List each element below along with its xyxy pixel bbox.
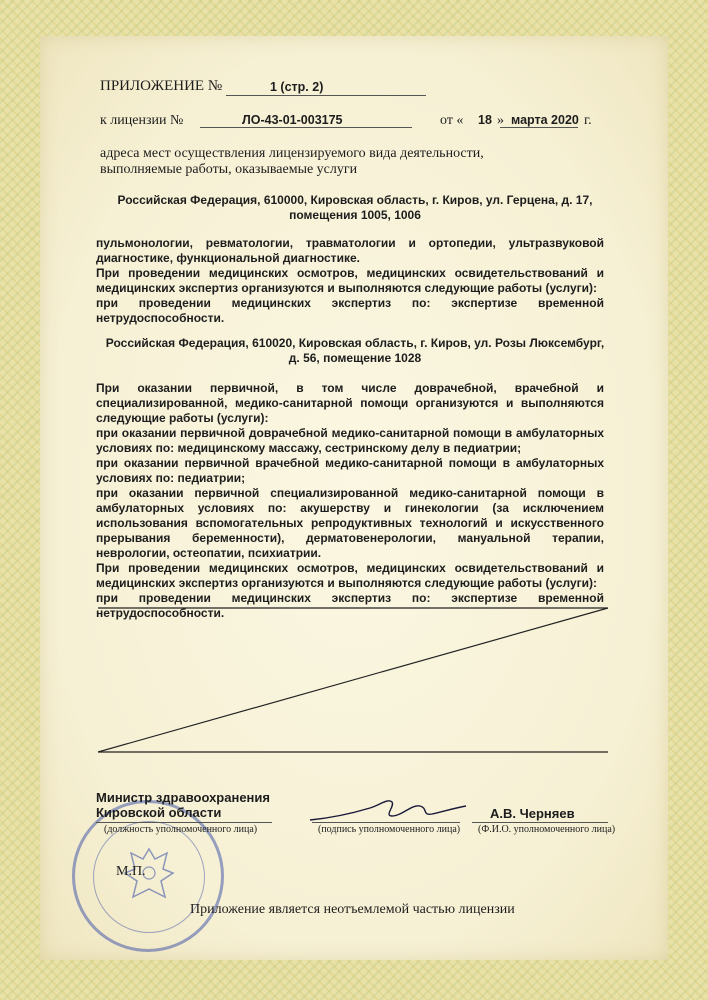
signatory-position — [96, 790, 270, 820]
block-2-paragraph: при проведении медицинских экспертиз по: экспертизе временной нетрудоспособности. — [96, 591, 604, 620]
position-line-1: Министр здравоохранения — [96, 790, 270, 805]
license-label: к лицензии № — [100, 113, 184, 128]
address-2-line1: Российская Федерация, 610020, Кировская область, г. Киров, ул. Розы Люксембург, — [105, 336, 605, 350]
license-month-year: марта 2020 — [511, 113, 579, 127]
date-year-suffix: г. — [584, 113, 592, 128]
license-number: ЛО-43-01-003175 — [242, 113, 343, 127]
appendix-label: ПРИЛОЖЕНИЕ № — [100, 78, 223, 94]
footer-note: Приложение является неотъемлемой частью лицензии — [190, 902, 515, 917]
position-line-2: Кировской области — [96, 805, 222, 820]
signature-caption: (подпись уполномоченного лица) — [318, 824, 461, 835]
signatory-name: А.В. Черняев — [490, 806, 575, 821]
section-title: адреса мест осуществления лицензируемого вида деятельности, выполняемые работы, оказываемые услуги — [100, 146, 484, 177]
strike-diagonal-line — [98, 608, 608, 752]
block-2-paragraph: При оказании первичной, в том числе доврачебной, врачебной и специализированной, медико-санитарной помощи организуются и выполняются следующие работы (услуги): — [96, 381, 604, 425]
address-1-line1: Российская Федерация, 610000, Кировская область, г. Киров, ул. Герцена, д. 17, — [117, 193, 593, 207]
block-2-paragraph: При проведении медицинских осмотров, медицинских освидетельствований и медицинских экспертиз организуются и выполняются следующие работы (услуги): — [96, 561, 604, 590]
block-1-paragraph: пульмонологии, ревматологии, травматологии и ортопедии, ультразвуковой диагностике, функциональной диагностике. — [96, 236, 604, 265]
stamp-place-label: М.П. — [116, 864, 146, 879]
block-2-paragraph: при оказании первичной врачебной медико-санитарной помощи в амбулаторных условиях по: педиатрии; — [96, 456, 604, 485]
name-underline — [472, 822, 608, 823]
address-1-line2: помещения 1005, 1006 — [289, 208, 421, 222]
appendix-number: 1 (стр. 2) — [270, 80, 324, 94]
position-caption: (должность уполномоченного лица) — [104, 824, 258, 835]
address-2-line2: д. 56, помещение 1028 — [288, 351, 422, 365]
date-close-quote: » — [497, 113, 504, 128]
license-day: 18 — [478, 113, 492, 127]
position-underline — [96, 822, 272, 823]
signature-underline — [312, 822, 460, 823]
name-caption: (Ф.И.О. уполномоченного лица) — [478, 824, 616, 835]
block-1-paragraph: При проведении медицинских осмотров, медицинских освидетельствований и медицинских экспертиз организуются и выполняются следующие работы (услуги): — [96, 266, 604, 295]
block-2-paragraph: при оказании первичной доврачебной медико-санитарной помощи в амбулаторных условиях по: медицинскому массажу, сестринскому делу в педиатрии; — [96, 426, 604, 455]
block-1-paragraph: при проведении медицинских экспертиз по: экспертизе временной нетрудоспособности. — [96, 296, 604, 325]
date-from-label: от « — [440, 113, 464, 128]
block-2-paragraph: при оказании первичной специализированной медико-санитарной помощи в амбулаторных условиях по: акушерству и гинекологии (за исключением использования вспомогательных репродуктивных технологий и искусственного прерывания беременности), дерматовенерологии, мануальной терапии, неврологии, остеопатии, психиатрии. — [96, 486, 604, 560]
